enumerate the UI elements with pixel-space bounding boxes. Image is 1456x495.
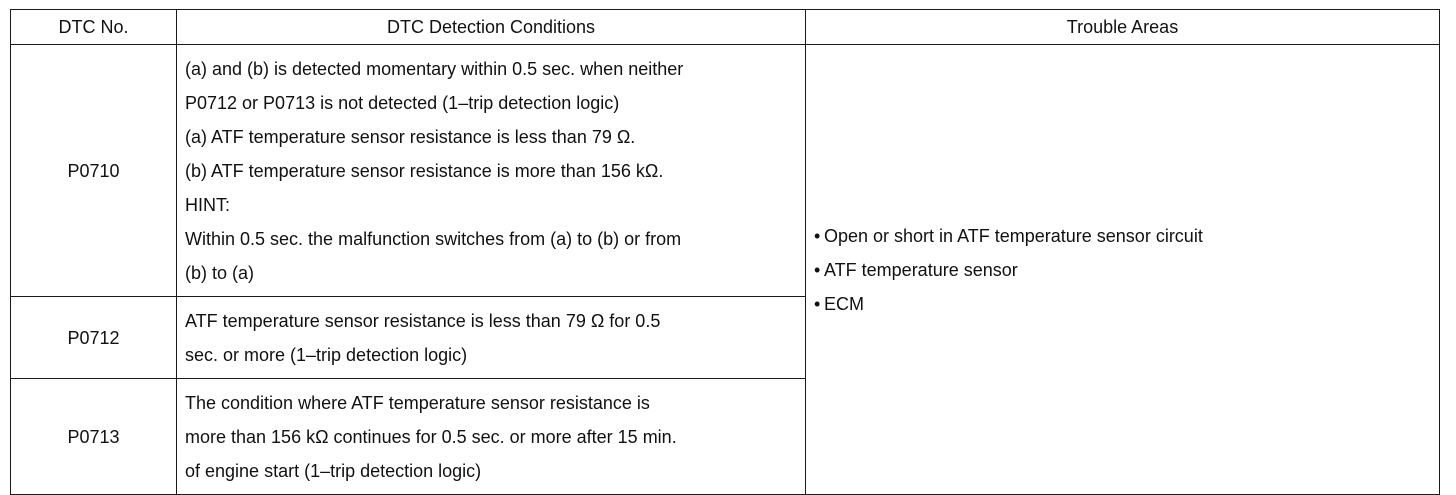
- trouble-areas-list: [806, 45, 1440, 495]
- condition-line: of engine start (1–trip detection logic): [185, 461, 482, 481]
- dtc-code: P0712: [11, 297, 177, 379]
- condition-line: (b) to (a): [185, 263, 255, 283]
- trouble-area-text: Open or short in ATF temperature sensor circuit: [824, 225, 1203, 246]
- dtc-table: [10, 9, 1440, 495]
- bullet-icon: •: [814, 259, 821, 280]
- condition-line: (b) ATF temperature sensor resistance is more than 156 kΩ.: [185, 161, 664, 181]
- condition-line: sec. or more (1–trip detection logic): [185, 345, 468, 365]
- detection-conditions: [177, 45, 806, 297]
- condition-line: (a) ATF temperature sensor resistance is less than 79 Ω.: [185, 127, 636, 147]
- condition-line: ATF temperature sensor resistance is less than 79 Ω for 0.5: [185, 311, 661, 331]
- bullet-icon: •: [814, 293, 821, 314]
- trouble-area-item: [814, 287, 1431, 321]
- dtc-code: P0710: [11, 45, 177, 297]
- dtc-code: P0713: [11, 379, 177, 495]
- condition-line: HINT:: [185, 195, 230, 215]
- trouble-area-item: [814, 253, 1431, 287]
- condition-line: P0712 or P0713 is not detected (1–trip detection logic): [185, 93, 620, 113]
- trouble-area-item: [814, 219, 1431, 253]
- condition-line: more than 156 kΩ continues for 0.5 sec. or more after 15 min.: [185, 427, 677, 447]
- header-row: [11, 10, 1440, 45]
- trouble-area-text: ECM: [824, 293, 864, 314]
- trouble-area-text: ATF temperature sensor: [824, 259, 1018, 280]
- condition-line: (a) and (b) is detected momentary within 0.5 sec. when neither: [185, 59, 684, 79]
- header-dtc-no: DTC No.: [11, 10, 177, 45]
- condition-line: Within 0.5 sec. the malfunction switches from (a) to (b) or from: [185, 229, 682, 249]
- detection-conditions: [177, 379, 806, 495]
- condition-line: The condition where ATF temperature sensor resistance is: [185, 393, 650, 413]
- header-trouble-areas: Trouble Areas: [806, 10, 1440, 45]
- header-detection-conditions: DTC Detection Conditions: [177, 10, 806, 45]
- bullet-icon: •: [814, 225, 821, 246]
- detection-conditions: [177, 297, 806, 379]
- table-row: [11, 45, 1440, 297]
